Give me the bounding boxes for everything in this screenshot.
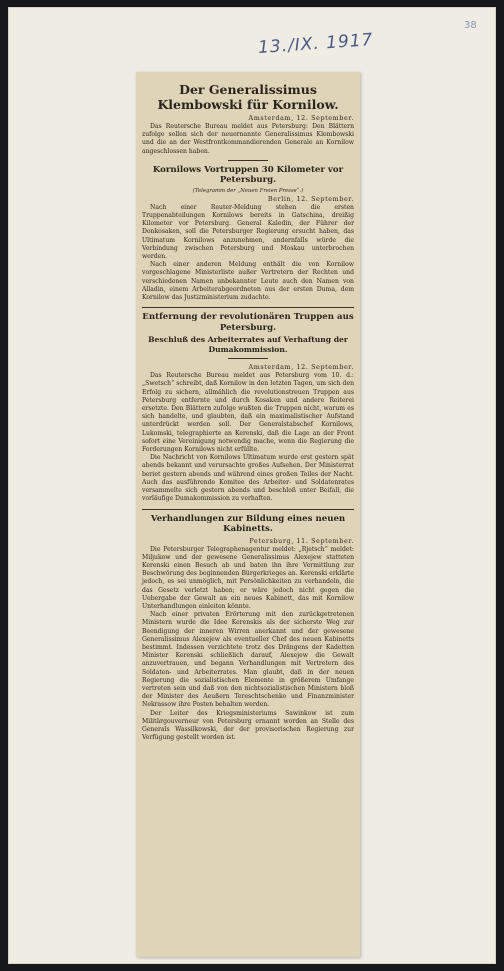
source-note: (Telegramm der „Neuen Freien Presse“.) (192, 187, 304, 194)
newspaper-clipping (136, 72, 360, 957)
paragraph: Die Nachricht von Kornilows Ultimatum wurde erst gestern spät abends bekannt und verursachte großes Aufsehen. Der Ministerrat beriet gestern abends und während eines großen Teiles der Nacht. Auch das ausführende Komitee des Arbeiter- und Soldatenrates versammelte sich gestern abends und beschloß unter Beifall, die vorläufige Dumakommission zu verhaften. (142, 454, 354, 503)
dateline: Berlin, 12. September. (267, 194, 354, 203)
divider (142, 307, 354, 308)
divider (228, 358, 268, 359)
dateline: Petersburg, 11. September. (249, 536, 354, 545)
divider (228, 160, 268, 161)
paragraph: Das Reutersche Bureau meldet aus Petersburg vom 10. d.: „Swetsch“ schreibt, daß Kornilow in den letzten Tagen, um sich den Erfolg zu sichern, allmählich die revolutionstreuen Truppen aus Petersburg entfernte und durch Kosaken und andere Reiterei ersetzte. Den Blättern zufolge wußten die Truppen nicht, warum es sich handelte, und glaubten, daß ein maximalistischer Aufstand unterdrückt werden soll. Der Generalstabschef Kornilows, Lukomski, telegraphierte an Kerenski, daß die Lage an der Front sofort eine Vereinigung notwendig mache, wenn die Regierung die Forderungen Kornilows nicht erfüllte. (142, 372, 354, 454)
clipping-column (136, 72, 360, 742)
section-subheading: Beschluß des Arbeiterrates auf Verhaftung der Dumakommission. (148, 335, 348, 354)
paragraph: Die Petersburger Telegraphenagentur meldet: „Rjetsch“ meldet: Miljukow und der gewesene Generalissimus Alexejew statteten Kerenski einen Besuch ab und baten ihn ihre Vermittlung zur Beschwörung des beginnenden Bürgerkrieges an. Kerenski erklärte jedoch, es sei unmöglich, mit Persönlichkeiten zu verhandeln, die das Gesetz verletzt haben; er wäre jedoch nicht gegen die Uebergabe der Gewalt an ein neues Kabinett, das mit Kornilow Unterhandlungen einleiten könnte. (142, 545, 354, 610)
paragraph: Nach einer Reuter-Meldung stehen die ersten Truppenabteilungen Kornilows bereits in Gatschina, dreißig Kilometer vor Petersburg. General Kaledin, der Führer der Donkosaken, soll die Petersburger Regierung ersucht haben, das Ultimatum Kornilows anzunehmen, andernfalls würde die Verbindung zwischen Petersburg und Moskau unterbrochen werden. (142, 203, 354, 261)
paragraph: Der Leiter des Kriegsministeriums Sawinkow ist zum Militärgouverneur von Petersburg ernannt worden an Stelle des Generals Wassilkowski, der der provisorischen Regierung zur Verfügung gestellt worden ist. (142, 709, 354, 742)
section-heading: Verhandlungen zur Bildung eines neuen Kabinetts. (150, 513, 346, 534)
section-heading: Entfernung der revolutionären Truppen aus Petersburg. (142, 312, 354, 333)
paragraph: Nach einer anderen Meldung enthält die von Kornilow vorgeschlagene Ministerliste außer Vertretern der Rechten und verschiedenen Namen unbekannter Leute auch den Namen von Alladin, einem Arbeiterabgeordneten aus der ersten Duma, dem Kornilow das Justizministerium zudachte. (142, 261, 354, 302)
handwritten-date: 13./IX. 1917 (257, 29, 375, 59)
page-number: 38 (464, 20, 477, 31)
article-title: Der Generalissimus Klembowski für Kornilow. (157, 82, 339, 112)
dateline: Amsterdam, 12. September. (248, 114, 354, 122)
divider (142, 509, 354, 510)
paragraph: Das Reutersche Bureau meldet aus Petersburg: Den Blättern zufolge sollen sich der neuernannte Generalissimus Klembowski und die an der Westfrontkommandierenden Generale an Kornilow angeschlossen haben. (142, 123, 354, 155)
paragraph: Nach einer privaten Erörterung mit den zurückgetretenen Ministern wurde die Idee Kerenskis als der sicherste Weg zur Beendigung der inneren Wirren anerkannt und der gewesene Generalissimus Alexejew als eventueller Chef des neuen Kabinetts bestimmt. Indessen verzichtete trotz des Drängens der Kadetten Minister Kerenski schließlich darauf, Alexejew die Gewalt anzuvertrauen, und begann Verhandlungen mit Vertretern des Soldaten- und Arbeiterrates. Man glaubt, daß in der neuen Regierung die sozialistischen Elemente in größerem Umfange vertreten sein und daß von den nichtsozialistischen Ministern bloß der Minister des Aeußern Tereschtschenko und Finanzminister Nekrassow ihre Posten behalten werden. (142, 611, 354, 709)
section-heading: Kornilows Vortruppen 30 Kilometer vor Petersburg. (152, 164, 344, 186)
dateline: Amsterdam, 12. September. (248, 363, 354, 372)
